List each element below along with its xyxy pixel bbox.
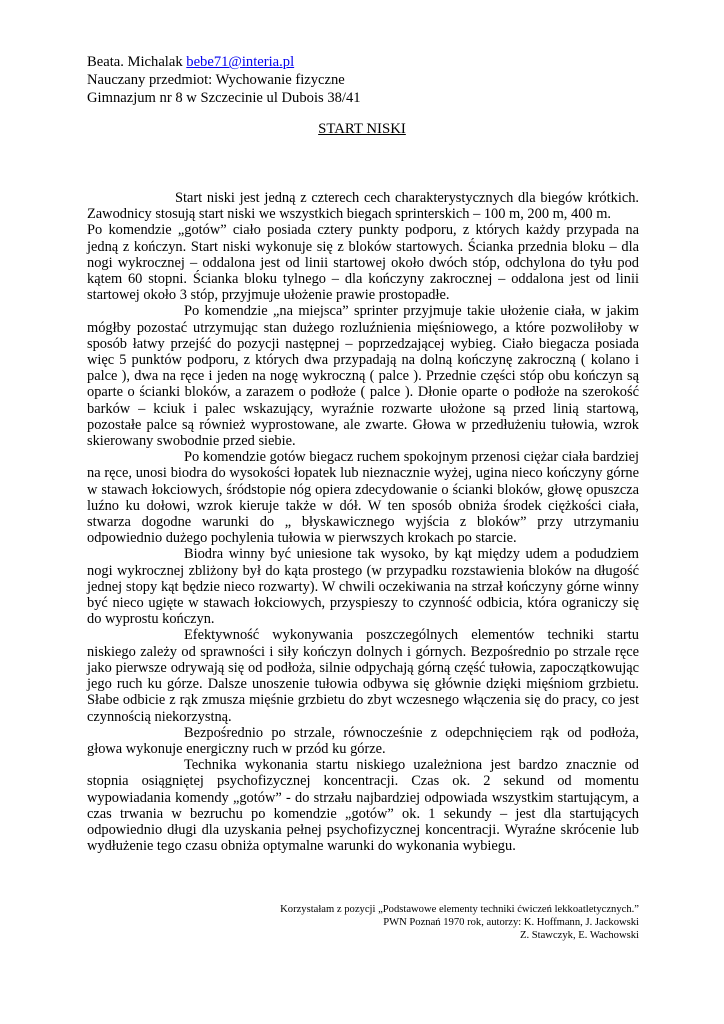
- citation-line: Z. Stawczyk, E. Wachowski: [520, 930, 639, 941]
- paragraph-hips: Biodra winny być uniesione tak wysoko, by kąt między udem a podudziem nogi wykrocznej zbliżony był do kąta prostego (w przypadku rozstawienia bloków na długość jednej stopy kąt będzie nieco rozwarty). W chwili oczekiwania na strzał kończyny górne winny być nieco ugięte w stawach łokciowych, przyspieszy to czynność odbicia, która ograniczy się do wyprostu kończyn.: [87, 546, 639, 628]
- citation-line: Korzystałam z pozycji „Podstawowe elementy techniki ćwiczeń lekkoatletycznych.”: [280, 904, 639, 915]
- document-title: START NISKI: [318, 121, 406, 137]
- author-name: Beata. Michalak: [87, 54, 187, 70]
- citation-line: PWN Poznań 1970 rok, autorzy: K. Hoffmann, J. Jackowski: [383, 917, 639, 928]
- document-header: [87, 53, 361, 107]
- school-line: Gimnazjum nr 8 w Szczecinie ul Dubois 38/41: [87, 90, 361, 106]
- paragraph-gotow-command: Po komendzie gotów biegacz ruchem spokojnym przenosi ciężar ciała bardziej na ręce, unosi biodra do wysokości łopatek lub nieznacznie wyżej, ugina nieco kończyny górne w stawach łokciowych, śródstopie nóg opiera zdecydowanie o ścianki bloków, głowę opuszcza luźno ku dołowi, wzrok kieruje także w dół. W ten sposób obniża środek ciężkości ciała, stwarza dogodne warunki do „ błyskawicznego wyjścia z bloków” przy utrzymaniu odpowiednio dużego pochylenia tułowia w pierwszych krokach po starcie.: [87, 449, 639, 547]
- author-line: [87, 53, 361, 71]
- paragraph-head-movement: Bezpośrednio po strzale, równocześnie z odepchnięciem rąk od podłoża, głowa wykonuje energiczny ruch w przód ku górze.: [87, 724, 639, 757]
- document-body: [87, 190, 639, 854]
- paragraph-gotow-position: Po komendzie „gotów” ciało posiada cztery punkty podporu, z których każdy przypada na jedną z kończyn. Start niski wykonuje się z bloków startowych. Ścianka przednia bloku – dla nogi wykrocznej – oddalona jest od linii startowej około dwóch stóp, odchylona do tyłu pod kątem 60 stopni. Ścianka bloku tylnego – dla kończyny zakrocznej – oddalona jest od linii startowej około 3 stóp, przyjmuje ułożenie prawie prostopadłe.: [87, 222, 639, 304]
- source-citation: [280, 903, 639, 942]
- paragraph-concentration: Technika wykonania startu niskiego uzależniona jest bardzo znacznie od stopnia osiągniętej psychofizycznej koncentracji. Czas ok. 2 sekund od momentu wypowiadania komendy „gotów” - do strzału najbardziej odpowiada wszystkim startującym, a czas trwania w bezruchu po komendzie „gotów” ok. 1 sekundy – jest dla startujących odpowiednio długi dla uzyskania pełnej psychofizycznej koncentracji. Wyraźne skrócenie lub wydłużenie tego czasu obniża optymalne warunki do wykonania wybiegu.: [87, 757, 639, 855]
- paragraph-efficiency: Efektywność wykonywania poszczególnych elementów techniki startu niskiego zależy od sprawności i siły kończyn dolnych i górnych. Bezpośrednio po strzale ręce jako pierwsze odrywają się od podłoża, silnie odpychają górną część tułowia, zapoczątkowując jego ruch ku górze. Dalsze unoszenie tułowia odbywa się głównie dzięki mięśniom grzbietu. Słabe odbicie z rąk zmusza mięśnie grzbietu do zbyt wczesnego włączenia się do pracy, co jest czynnością niekorzystną.: [87, 627, 639, 725]
- author-email-link[interactable]: bebe71@interia.pl: [186, 54, 295, 70]
- paragraph-na-miejsca: Po komendzie „na miejsca” sprinter przyjmuje takie ułożenie ciała, w jakim mógłby pozostać utrzymując stan dużego rozluźnienia mięśniowego, a które pozwoliłoby w sposób łatwy przejść do pozycji następnej – poprzedzającej wybieg. Ciało biegacza posiada więc 5 punktów podporu, z których dwa przypadają na dolną kończynę zakroczną ( kolano i palce ), dwa na ręce i jeden na nogę wykroczną ( palce ). Przednie części stóp obu kończyn są oparte o ścianki bloków, a zarazem o podłoże ( palce ). Dłonie oparte o podłoże na szerokość barków – kciuk i palec wskazujący, wyraźnie rozwarte ułożone są przed linią startową, pozostałe palce są również wyprostowane, ale zwarte. Głowa w przedłużeniu tułowia, wzrok skierowany swobodnie przed siebie.: [87, 303, 639, 450]
- paragraph-intro: Start niski jest jedną z czterech cech charakterystycznych dla biegów krótkich. Zawodnicy stosują start niski we wszystkich biegach sprinterskich – 100 m, 200 m, 400 m.: [87, 190, 639, 223]
- subject-line: Nauczany przedmiot: Wychowanie fizyczne: [87, 72, 345, 88]
